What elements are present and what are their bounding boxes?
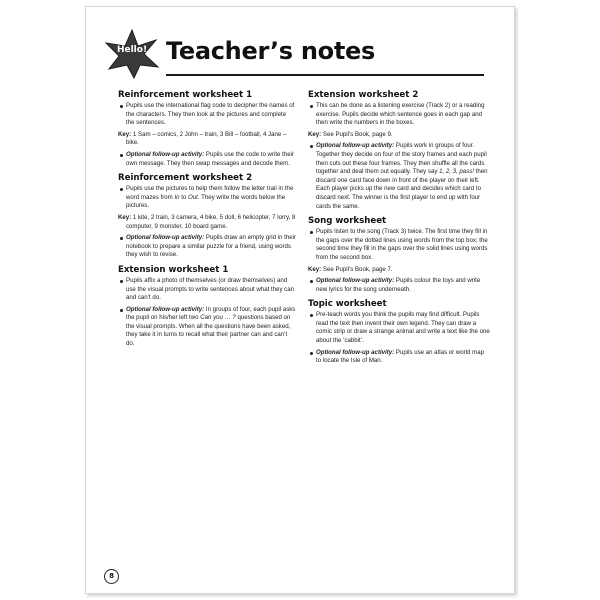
answer-key — [308, 131, 490, 140]
follow-up-text-end: then discard one card face down in front of the player on their left. Each player picks up the new card and decides which card to discard next. The winner is the first player to end up with four cards the same. — [316, 168, 488, 210]
follow-up-italic: 1, 2, 3, pass! — [439, 168, 474, 176]
follow-up-text: Pupils use the code to write their own message. They then swap messages and decode them. — [126, 150, 294, 167]
section-heading-reinforcement-2: Reinforcement worksheet 2 — [118, 173, 253, 184]
section-heading-song: Song worksheet — [308, 216, 387, 227]
key-label: Key: — [308, 130, 322, 138]
key-text: See Pupil’s Book, page 7. — [322, 265, 393, 273]
answer-key — [308, 266, 490, 275]
bullet-item — [118, 277, 296, 303]
follow-up-paragraph — [126, 151, 296, 168]
key-label: Key: — [118, 130, 132, 138]
follow-up-label: Optional follow-up activity: — [126, 150, 205, 158]
bullet-item — [308, 102, 490, 128]
follow-up-label: Optional follow-up activity: — [316, 142, 395, 150]
bullet-item — [308, 311, 490, 345]
bullet-italic-in: In — [174, 193, 180, 201]
follow-up-label: Optional follow-up activity: — [126, 234, 205, 242]
bullet-item — [308, 228, 490, 262]
bullet-text-to: to — [181, 193, 187, 201]
bullet-item-follow-up — [118, 234, 296, 260]
bullet-item-follow-up — [118, 306, 296, 349]
bullet-italic-out: Out — [188, 193, 198, 201]
bullet-text: Pupils affix a photo of themselves (or draw themselves) and use the visual prompts to write sentences about what they can and can’t do. — [126, 276, 295, 302]
follow-up-label: Optional follow-up activity: — [126, 305, 205, 313]
key-label: Key: — [118, 213, 132, 221]
follow-up-paragraph — [316, 142, 490, 211]
page-content — [86, 7, 514, 593]
bullet-item-follow-up — [308, 142, 490, 211]
bullet-text: Pupils use the international flag code to decipher the names of the characters. They then look at the pictures and complete the sentences. — [126, 102, 295, 127]
answer-key — [118, 214, 296, 231]
follow-up-paragraph — [126, 306, 296, 349]
follow-up-paragraph — [316, 277, 490, 294]
left-column — [118, 90, 296, 352]
right-column — [308, 90, 490, 369]
title-underline — [166, 74, 484, 76]
page-number: 8 — [104, 569, 119, 584]
follow-up-text-end: questions based on the visual prompts. When all the questions have been asked, they take it in turns to recall what their partner can and can’t do. — [126, 314, 291, 348]
bullet-text-end: . They write the words below the pictures. — [126, 193, 286, 210]
follow-up-paragraph — [316, 349, 490, 366]
bullet-item — [118, 185, 296, 211]
follow-up-text: Pupils use an atlas or world map to locate the Isle of Man. — [316, 348, 484, 365]
key-text: 1 Sam – comics, 2 John – train, 3 Bill – football, 4 Jane – bike. — [126, 130, 287, 147]
follow-up-label: Optional follow-up activity: — [316, 348, 395, 356]
hello-badge-label: Hello! — [116, 45, 148, 55]
section-heading-reinforcement-1: Reinforcement worksheet 1 — [118, 90, 253, 100]
key-text: 1 kite, 2 train, 3 camera, 4 bike, 5 doll, 6 helicopter, 7 lorry, 8 computer, 9 monster, 10 board game. — [126, 213, 296, 230]
follow-up-italic: Can you … ? — [200, 314, 236, 322]
answer-key — [118, 131, 296, 148]
bullet-text: Pupils listen to the song (Track 3) twice. The first time they fill in the gaps over the dotted lines using words from the top box; the second time they fill in the gaps over the solid lines using words from the second box. — [316, 228, 488, 261]
follow-up-paragraph — [126, 234, 296, 260]
worksheet-page — [85, 6, 515, 594]
section-heading-extension-2: Extension worksheet 2 — [308, 90, 419, 100]
key-label: Key: — [308, 265, 322, 273]
bullet-item-follow-up — [308, 277, 490, 294]
section-heading-extension-1: Extension worksheet 1 — [118, 264, 229, 275]
bullet-paragraph — [126, 185, 296, 211]
page-title: Teacher’s notes — [166, 37, 375, 65]
hello-star-badge — [104, 29, 160, 79]
follow-up-text: Pupils draw an empty grid in their notebook to prepare a similar puzzle for a friend, using words they wish to revise. — [126, 234, 297, 259]
bullet-item-follow-up — [308, 349, 490, 366]
bullet-item — [118, 102, 296, 128]
bullet-item-follow-up — [118, 151, 296, 168]
section-heading-topic: Topic worksheet — [308, 299, 387, 310]
follow-up-text: In groups of four, each pupil asks the pupil on his/her left two — [126, 305, 296, 322]
follow-up-text: Pupils colour the toys and write new lyrics for the song underneath. — [316, 277, 481, 293]
bullet-text: Pre-teach words you think the pupils may find difficult. Pupils read the text then invent their own legend. They can draw a comic strip or draw a strange animal and write a text like the one about the ‘cabbit’. — [316, 311, 490, 345]
follow-up-label: Optional follow-up activity: — [316, 277, 395, 285]
follow-up-text: Pupils work in groups of four. Together they decide on four of the story frames and each pupil then cuts out these four frames. They then shuffle all the cards together and deal them out equally. They say — [316, 142, 487, 176]
bullet-text: This can be done as a listening exercise (Track 2) or a reading exercise. Pupils decide which sentence goes in each gap and then write the numbers in the boxes. — [316, 102, 485, 127]
key-text: See Pupil’s Book, page 9. — [322, 130, 393, 138]
bullet-text: Pupils use the pictures to help them follow the letter trail in the word mazes from — [126, 185, 294, 201]
